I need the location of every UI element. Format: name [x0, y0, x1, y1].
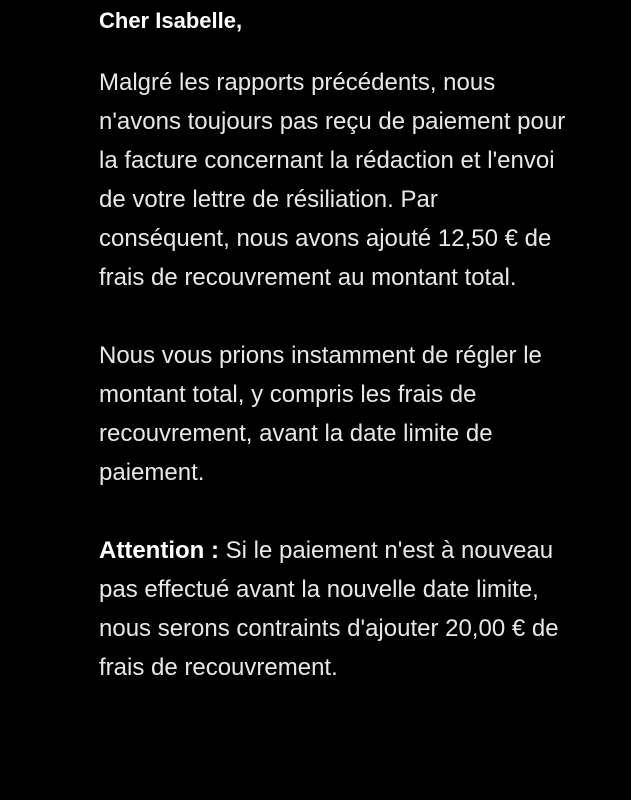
paragraph-late-payment: Malgré les rapports précédents, nous n'avons toujours pas reçu de paiement pour la facture concernant la rédaction et l'envoi de votre lettre de résiliation. Par conséquent, nous avons ajouté 12,50 € de frais de recouvrement au montant total. — [99, 69, 566, 291]
paragraph-warning — [99, 531, 569, 687]
greeting: Cher Isabelle, — [99, 8, 243, 33]
warning-text: Si le paiement n'est à nouveau pas effectué avant la nouvelle date limite, nous serons contraints d'ajouter 20,00 € de frais de recouvrement. — [99, 537, 559, 681]
paragraph-payment-request: Nous vous prions instamment de régler le montant total, y compris les frais de recouvrement, avant la date limite de paiement. — [99, 342, 542, 486]
email-body — [99, 0, 569, 687]
warning-label: Attention : — [99, 537, 219, 564]
